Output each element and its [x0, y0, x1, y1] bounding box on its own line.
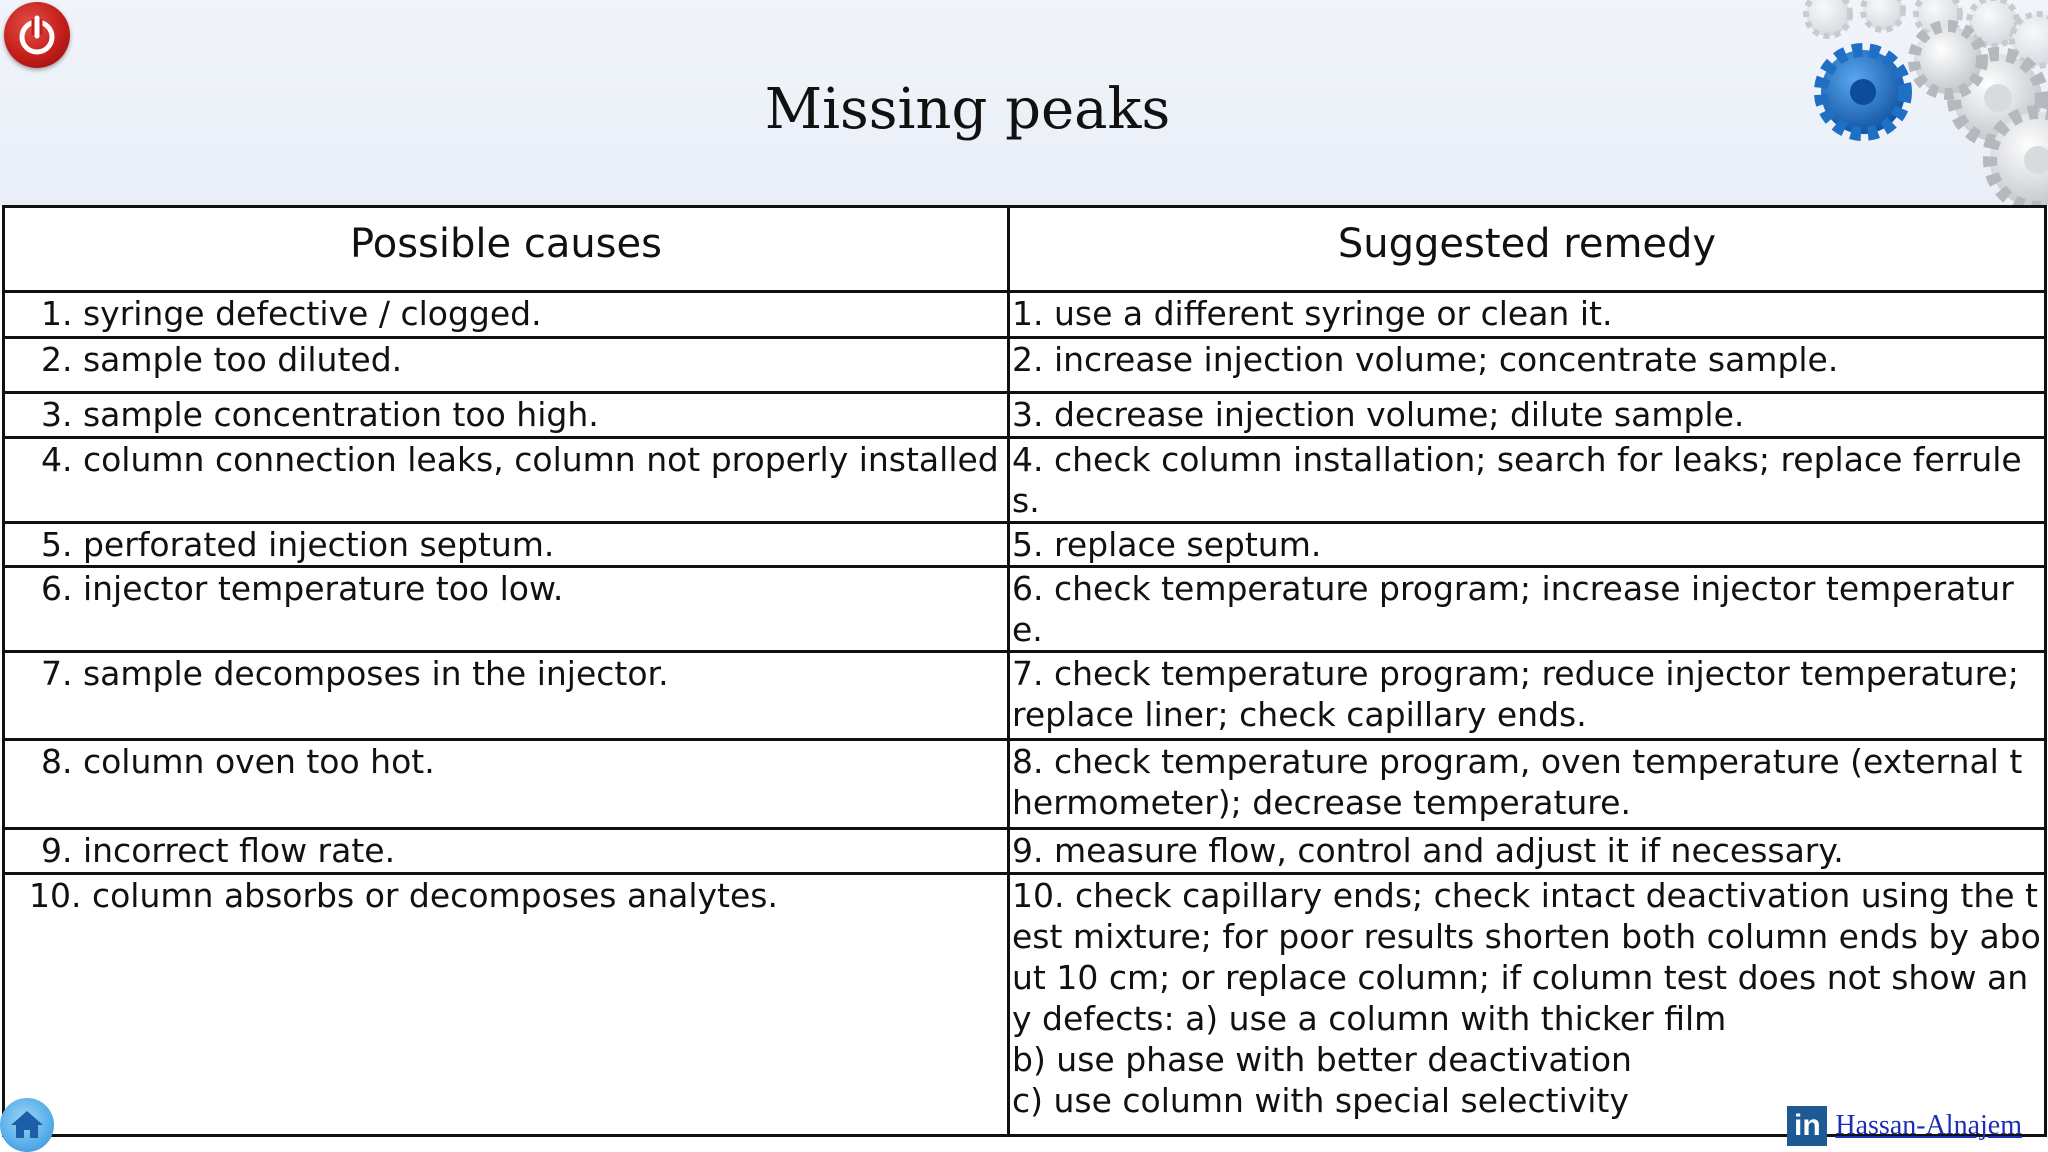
remedy-column-header: Suggested remedy [1009, 207, 2046, 292]
power-button[interactable] [4, 2, 70, 68]
remedy-text: 7. check temperature program; reduce injector temperature; replace liner; check capillary ends. [1012, 654, 2019, 734]
remedy-text: 9. measure flow, control and adjust it if necessary. [1012, 831, 1844, 870]
remedy-cell [1009, 523, 2046, 567]
remedy-cell [1009, 874, 2046, 1136]
table-row [4, 652, 2046, 740]
remedy-cell [1009, 438, 2046, 523]
cause-cell: 8. column oven too hot. [4, 740, 1009, 829]
remedy-text: 2. increase injection volume; concentrate sample. [1012, 340, 1839, 379]
author-credit[interactable] [1787, 1104, 2022, 1148]
troubleshooting-table [2, 205, 2047, 1137]
table-row [4, 523, 2046, 567]
remedy-text: 10. check capillary ends; check intact deactivation using the test mixture; for poor results shorten both column ends by about 10 cm; or replace column; if column test does not show any defects: a) use a column with thicker film [1012, 876, 2041, 1038]
author-link[interactable]: Hassan-Alnajem [1835, 1110, 2022, 1141]
table-header-row [4, 207, 2046, 292]
slide-header [0, 0, 2048, 205]
home-icon [0, 1098, 54, 1152]
home-button[interactable] [0, 1098, 54, 1152]
remedy-cell [1009, 740, 2046, 829]
table-row [4, 740, 2046, 829]
remedy-text: 3. decrease injection volume; dilute sample. [1012, 395, 1745, 434]
remedy-text: 1. use a different syringe or clean it. [1012, 294, 1613, 333]
linkedin-icon: in [1787, 1106, 1827, 1146]
remedy-text: 6. check temperature program; increase injector temperature. [1012, 569, 2014, 649]
cause-cell: 5. perforated injection septum. [4, 523, 1009, 567]
remedy-cell [1009, 567, 2046, 652]
table-row [4, 874, 2046, 1136]
cause-cell: 4. column connection leaks, column not properly installed [4, 438, 1009, 523]
remedy-text: 4. check column installation; search for leaks; replace ferrules. [1012, 440, 2022, 520]
remedy-text: 5. replace septum. [1012, 525, 1322, 564]
remedy-text: b) use phase with better deactivation [1012, 1040, 1632, 1079]
gears-icon [1748, 0, 2048, 205]
remedy-text: 8. check temperature program, oven temperature (external thermometer); decrease temperature. [1012, 742, 2023, 822]
remedy-cell [1009, 338, 2046, 393]
table-row [4, 438, 2046, 523]
remedy-cell [1009, 652, 2046, 740]
slide-title: Missing peaks [764, 77, 1171, 142]
remedy-cell [1009, 829, 2046, 874]
cause-cell: 6. injector temperature too low. [4, 567, 1009, 652]
table-row [4, 829, 2046, 874]
table-row [4, 567, 2046, 652]
cause-cell: 3. sample concentration too high. [4, 393, 1009, 438]
table-row [4, 292, 2046, 338]
remedy-text: c) use column with special selectivity [1012, 1081, 1629, 1120]
cause-cell: 2. sample too diluted. [4, 338, 1009, 393]
cause-cell: 1. syringe defective / clogged. [4, 292, 1009, 338]
cause-cell: 7. sample decomposes in the injector. [4, 652, 1009, 740]
cause-cell: 10. column absorbs or decomposes analytes. [4, 874, 1009, 1136]
table-row [4, 393, 2046, 438]
remedy-cell [1009, 393, 2046, 438]
power-icon [4, 2, 70, 68]
table-row [4, 338, 2046, 393]
remedy-cell [1009, 292, 2046, 338]
causes-column-header: Possible causes [4, 207, 1009, 292]
cause-cell: 9. incorrect flow rate. [4, 829, 1009, 874]
